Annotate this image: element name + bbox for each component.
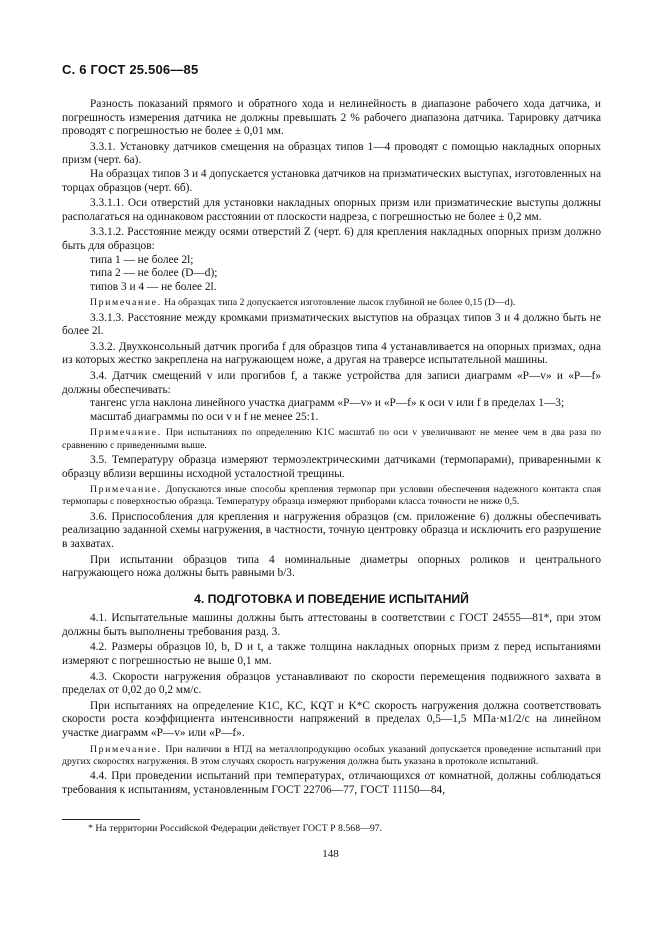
paragraph: 3.3.1.3. Расстояние между кромками призматических выступов на образцах типов 3 и 4 должно быть не более 2l. <box>62 311 601 338</box>
paragraph: 4.3. Скорости нагружения образцов устанавливают по скорости перемещения подвижного захвата в пределах от 0,02 до 0,2 мм/с. <box>62 670 601 697</box>
paragraph: 4.2. Размеры образцов l0, b, D и t, а также толщина накладных опорных призм z перед испытаниями измеряют с погрешностью не выше 0,1 мм. <box>62 641 601 668</box>
paragraph: 3.6. Приспособления для крепления и нагружения образцов (см. приложение 6) должны обеспечивать реализацию заданной схемы нагружения, в частности, точную центровку образца и исключить его разрушение в захватах. <box>62 510 601 550</box>
note-label: Примечание. <box>90 297 162 309</box>
paragraph: 4.1. Испытательные машины должны быть аттестованы в соответствии с ГОСТ 24555—81*, при этом должны быть выполнены требования разд. 3. <box>62 612 601 638</box>
paragraph: Разность показаний прямого и обратного хода и нелинейность в диапазоне рабочего хода датчика, и погрешность измерения датчика не должны превышать 2 % рабочего диапазона датчика. Тарировку датчика проводят с погрешностью не более ± 0,01 мм. <box>62 98 601 138</box>
note <box>62 744 601 769</box>
page-header: С. 6 ГОСТ 25.506—85 <box>62 62 199 77</box>
note <box>62 427 601 452</box>
page-number: 148 <box>322 848 339 860</box>
list-item: типа 1 — не более 2l; <box>90 253 194 266</box>
paragraph: При испытаниях на определение K1C, KC, KQT и K*C скорость нагружения должна соответствовать скорости роста коэффициента интенсивности напряжений в пределах 0,5—1,5 МПа·м1/2/с на линейном участке диаграмм «P—v» или «P—f». <box>62 699 601 740</box>
list-item: типов 3 и 4 — не более 2l. <box>90 280 217 293</box>
note-text: На образцах типа 2 допускается изготовление лысок глубиной не более 0,15 (D—d). <box>164 297 516 309</box>
footnote: * На территории Российской Федерации действует ГОСТ Р 8.568—97. <box>88 823 383 834</box>
list-item: тангенс угла наклона линейного участка диаграмм «P—v» и «P—f» к оси v или f в пределах 1—3; <box>90 397 565 410</box>
note-text: При испытаниях по определению K1C масштаб по оси v увеличивают не менее чем в два раза по сравнению с приведенными выше. <box>62 427 602 451</box>
paragraph: 3.3.1.1. Оси отверстий для установки накладных опорных призм или призматические выступы должны располагаться на одинаковом расстоянии от плоскости надреза, с погрешностью не более ± 0,2 мм. <box>62 197 601 223</box>
list-item: типа 2 — не более (D—d); <box>90 267 218 280</box>
note <box>62 484 601 509</box>
note <box>62 297 601 309</box>
footnote-separator <box>62 819 140 820</box>
paragraph: При испытании образцов типа 4 номинальные диаметры опорных роликов и центрального нагружающего ножа должны быть равными b/3. <box>62 553 601 580</box>
list-item: масштаб диаграммы по оси v и f не менее 25:1. <box>90 410 319 423</box>
note-label: Примечание. <box>90 484 162 496</box>
document-body <box>62 98 601 797</box>
paragraph: 3.5. Температуру образца измеряют термоэлектрическими датчиками (термопарами), приваренными к образцу вблизи вершины исходной усталостной трещины. <box>62 453 601 480</box>
paragraph: 4.4. При проведении испытаний при температурах, отличающихся от комнатной, должны соблюдаться требования к испытаниям, установленным ГОСТ 22706—77, ГОСТ 11150—84, <box>62 770 601 796</box>
paragraph: 3.3.1.2. Расстояние между осями отверстий Z (черт. 6) для крепления накладных опорных призм должно быть для образцов: <box>62 226 601 252</box>
paragraph: 3.4. Датчик смещений v или прогибов f, а также устройства для записи диаграмм «P—v» и «P—f» должны обеспечивать: <box>62 369 601 396</box>
paragraph: На образцах типов 3 и 4 допускается установка датчиков на призматических выступах, изготовленных на торцах образцов (черт. 6б). <box>62 167 601 194</box>
paragraph: 3.3.1. Установку датчиков смещения на образцах типов 1—4 проводят с помощью накладных опорных призм (черт. 6а). <box>62 140 601 167</box>
note-text: При наличии в НТД на металлопродукцию особых указаний допускается проведение испытаний при других скоростях нагружения. В этом случаях скорость нагружения должна быть указана в протоколе испытаний. <box>62 743 601 767</box>
paragraph: 3.3.2. Двухконсольный датчик прогиба f для образцов типа 4 устанавливается на опорных призмах, одна из которых жестко закреплена на нагружающем ноже, а другая на траверсе испытательной машины. <box>62 340 601 367</box>
note-text: Допускаются иные способы крепления термопар при условии обеспечения надежного контакта спая термопары с поверхностью образца. Температуру образца измеряют приборами класса точности не ниже 0,5. <box>62 484 601 508</box>
note-label: Примечание. <box>90 427 162 439</box>
note-label: Примечание. <box>90 743 162 755</box>
section-heading: 4. ПОДГОТОВКА И ПОВЕДЕНИЕ ИСПЫТАНИЙ <box>194 591 469 606</box>
